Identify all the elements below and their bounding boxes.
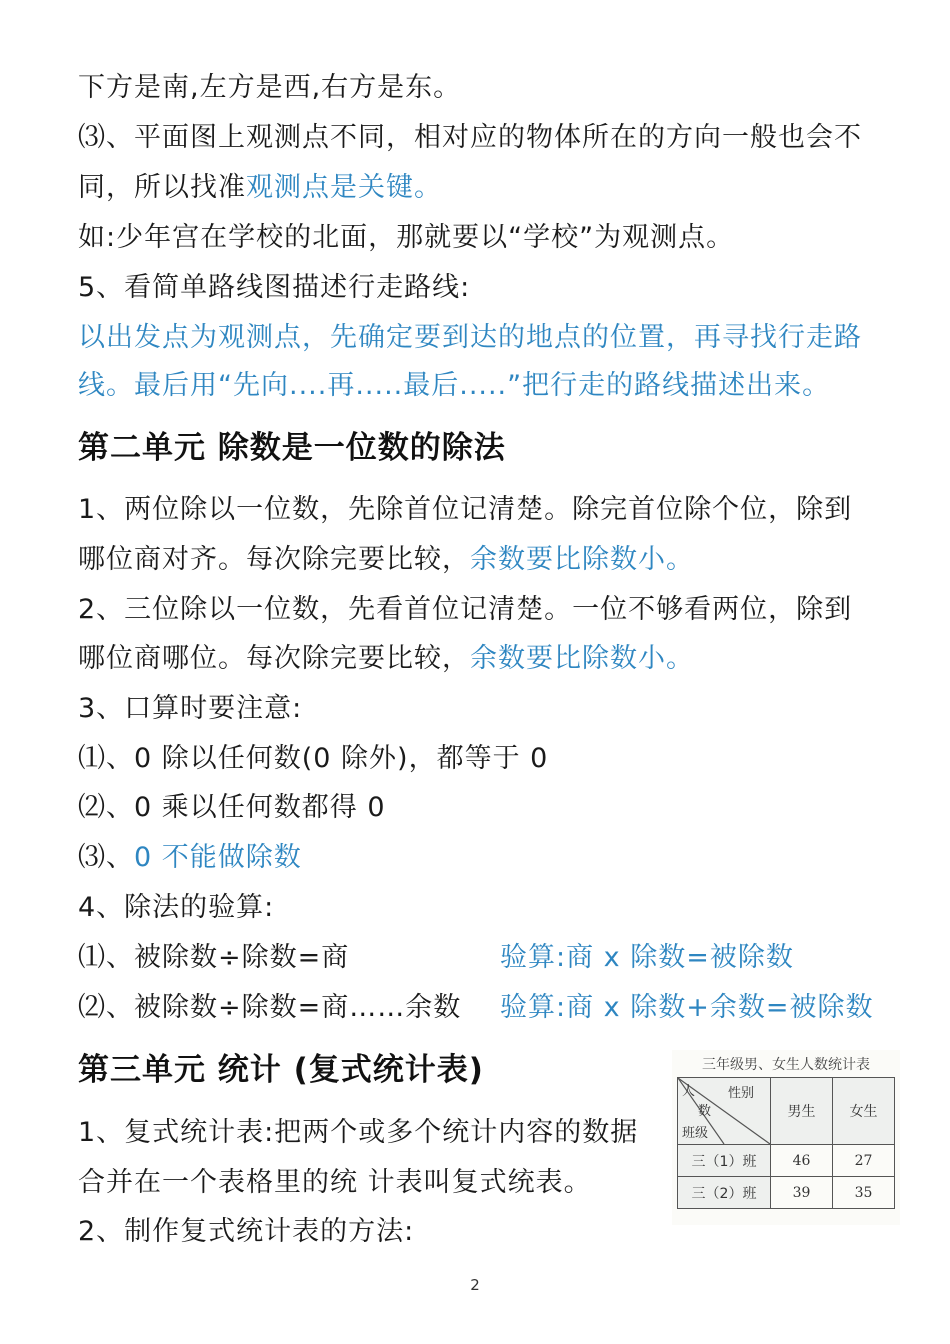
text-line — [78, 840, 302, 876]
text-span: ⑶、 — [78, 842, 134, 873]
highlight-text: 观测点是关键。 — [246, 172, 442, 203]
text-line: 3、口算时要注意: — [78, 693, 303, 724]
cell-boys: 46 — [771, 1145, 833, 1177]
text-line: 1、复式统计表:把两个或多个统计内容的数据 — [78, 1117, 639, 1148]
stats-table-figure — [672, 1050, 900, 1225]
text-line — [78, 170, 442, 206]
highlight-text: 余数要比除数小。 — [470, 643, 694, 674]
diag-label-class: 班级 — [682, 1126, 709, 1141]
section-heading-unit3: 第三单元 统计 (复式统计表) — [78, 1052, 484, 1088]
text-span: ⑵、被除数÷除数=商……余数 — [78, 992, 462, 1023]
text-line: 4、除法的验算: — [78, 892, 275, 923]
highlight-text: 0 不能做除数 — [134, 842, 302, 873]
table-header-row — [678, 1078, 895, 1145]
text-line — [78, 940, 349, 976]
text-line: 合并在一个表格里的统 计表叫复式统表。 — [78, 1167, 592, 1198]
text-line: 2、三位除以一位数，先看首位记清楚。一位不够看两位，除到 — [78, 594, 853, 625]
text-line: 5、看简单路线图描述行走路线: — [78, 272, 471, 303]
row-label: 三（1）班 — [678, 1145, 771, 1177]
highlight-text: 余数要比除数小。 — [470, 544, 694, 575]
text-line: ⑴、0 除以任何数(0 除外)，都等于 0 — [78, 743, 549, 774]
highlight-line: 以出发点为观测点，先确定要到达的地点的位置，再寻找行走路 — [78, 322, 862, 353]
text-line: 下方是南,左方是西,右方是东。 — [78, 72, 462, 103]
diagonal-header-cell — [678, 1078, 771, 1145]
table-title: 三年级男、女生人数统计表 — [702, 1057, 870, 1073]
text-span: ⑴、被除数÷除数=商 — [78, 942, 350, 973]
text-line: 如:少年宫在学校的北面，那就要以“学校”为观测点。 — [78, 222, 735, 253]
text-line — [78, 990, 461, 1026]
table-row — [678, 1177, 895, 1209]
cell-boys: 39 — [771, 1177, 833, 1209]
page-number: 2 — [470, 1276, 480, 1294]
text-line — [78, 542, 694, 578]
stats-table — [677, 1077, 895, 1209]
highlight-line: 线。最后用“先向....再.....最后.....”把行走的路线描述出来。 — [78, 370, 831, 401]
text-span: 哪位商对齐。每次除完要比较， — [78, 544, 470, 575]
diag-label-people-1: 人 — [682, 1084, 696, 1099]
diag-label-gender: 性别 — [728, 1086, 755, 1101]
text-line: ⑶、平面图上观测点不同，相对应的物体所在的方向一般也会不 — [78, 122, 862, 153]
verify-formula: 验算:商 x 除数+余数=被除数 — [500, 992, 874, 1023]
col-header-girls: 女生 — [833, 1078, 895, 1145]
text-span: 同，所以找准 — [78, 172, 246, 203]
cell-girls: 35 — [833, 1177, 895, 1209]
text-line: 1、两位除以一位数，先除首位记清楚。除完首位除个位，除到 — [78, 494, 853, 525]
text-line — [78, 641, 694, 677]
col-header-boys: 男生 — [771, 1078, 833, 1145]
text-line: 2、制作复式统计表的方法: — [78, 1216, 415, 1247]
verify-formula: 验算:商 x 除数=被除数 — [500, 942, 794, 973]
cell-girls: 27 — [833, 1145, 895, 1177]
diag-label-people-2: 数 — [698, 1104, 712, 1119]
section-heading-unit2: 第二单元 除数是一位数的除法 — [78, 430, 506, 466]
table-row — [678, 1145, 895, 1177]
row-label: 三（2）班 — [678, 1177, 771, 1209]
text-span: 哪位商哪位。每次除完要比较， — [78, 643, 470, 674]
text-line: ⑵、0 乘以任何数都得 0 — [78, 792, 386, 823]
